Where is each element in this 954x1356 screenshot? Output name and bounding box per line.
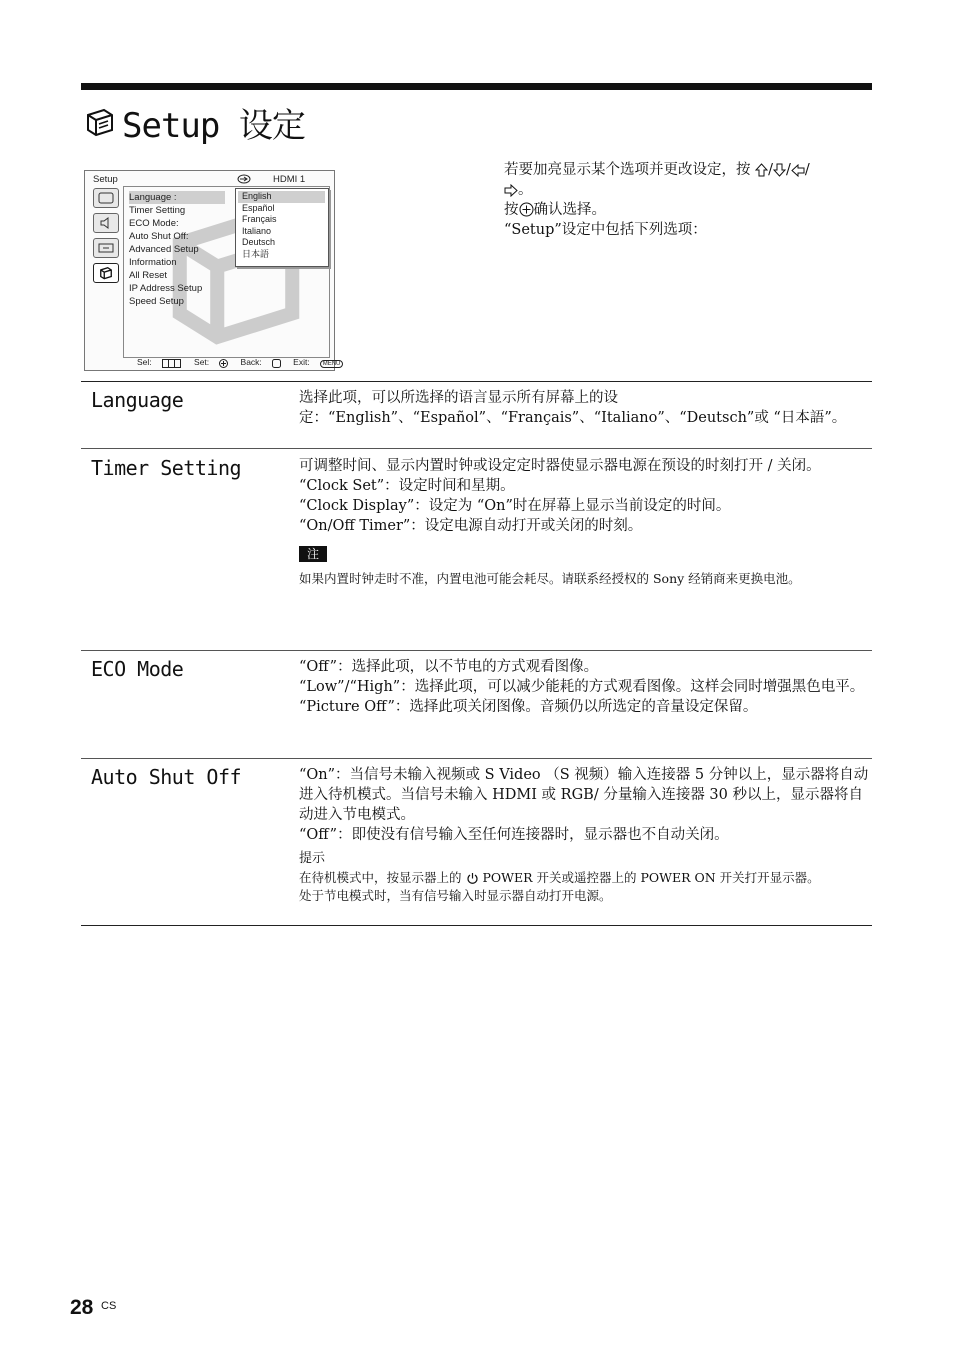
option-francais[interactable]: Français <box>242 214 277 224</box>
divider <box>81 448 872 449</box>
footer-set: Set: <box>194 357 228 367</box>
back-icon <box>272 359 281 368</box>
section-title-eco: ECO Mode <box>91 657 184 681</box>
divider <box>81 925 872 926</box>
menu-item-autoshut[interactable]: Auto Shut Off: <box>129 231 189 242</box>
menu-item-advanced[interactable]: Advanced Setup <box>129 244 199 255</box>
divider <box>81 758 872 759</box>
picture-icon[interactable] <box>93 188 119 208</box>
footer-back: Back: <box>241 357 281 367</box>
page-language-code: CS <box>101 1300 117 1312</box>
osd-title: Setup <box>93 174 118 185</box>
divider <box>81 381 872 382</box>
osd-menu-list <box>129 191 225 308</box>
top-rule <box>81 83 872 90</box>
section-body-eco: “Off”：选择此项，以不节电的方式观看图像。 “Low”/“High”：选择此项，可以减少能耗的方式观看图像。这样会同时增强黑色电平。 “Picture Off”：选择此项关闭图像。音频仍以所选定的音量设定保留。 <box>299 659 865 715</box>
note-text: 如果内置时钟走时不准，内置电池可能会耗尽。请联系经授权的 Sony 经销商来更换电池。 <box>299 571 801 586</box>
option-japanese[interactable]: 日本語 <box>242 248 270 259</box>
menu-key-icon: MENU <box>320 360 344 368</box>
osd-footer <box>137 357 363 368</box>
title-text: Setup 设定 <box>122 105 305 146</box>
footer-exit: Exit: MENU <box>293 357 353 367</box>
arrow-up-icon <box>755 163 768 177</box>
setup-icon[interactable] <box>93 263 119 283</box>
section-body-language: 选择此项，可以所选择的语言显示所有屏幕上的设定：“English”、“Español”、“Français”、“Italiano”、“Deutsch”或 “日本語”。 <box>299 390 847 426</box>
intro-line3: “Setup”设定中包括下列选项： <box>504 222 707 238</box>
menu-item-timer[interactable]: Timer Setting <box>129 205 186 216</box>
osd-sidebar <box>88 186 122 356</box>
option-english[interactable]: English <box>238 191 325 203</box>
divider <box>81 650 872 651</box>
enter-button-icon <box>519 202 534 217</box>
note-badge: 注 <box>299 546 327 562</box>
menu-item-ipaddress[interactable]: IP Address Setup <box>129 283 203 294</box>
menu-item-speed[interactable]: Speed Setup <box>129 296 184 307</box>
enter-icon <box>219 359 228 368</box>
menu-item-allreset[interactable]: All Reset <box>129 270 168 281</box>
sound-icon[interactable] <box>93 213 119 233</box>
option-espanol[interactable]: Español <box>242 202 275 213</box>
arrow-right-icon <box>504 184 518 197</box>
arrow-keys-icon <box>162 359 182 368</box>
osd-setup-screenshot <box>84 170 341 371</box>
section-title-autoshut: Auto Shut Off <box>91 765 242 789</box>
section-title-timer: Timer Setting <box>91 456 242 480</box>
section-title-language: Language <box>91 388 184 412</box>
option-deutsch[interactable]: Deutsch <box>242 237 276 247</box>
arrow-left-icon <box>791 164 805 177</box>
option-italiano[interactable]: Italiano <box>242 225 272 236</box>
input-icon <box>237 174 251 184</box>
section-body-timer: 可调整时间、显示内置时钟或设定定时器使显示器电源在预设的时刻打开 / 关闭。 “Clock Set”：设定时间和星期。 “Clock Display”：设定为 “On”时在屏幕上显示当前设定的时间。 “On/Off Timer”：设定电源自动打开或关闭的时刻。 注 如果内置时钟走时不准，内置电池可能会耗尽。请联系经授权的 Sony 经销商来更换电池。 <box>299 456 874 588</box>
osd-menu-panel <box>123 186 330 358</box>
language-dropdown[interactable] <box>235 188 329 267</box>
menu-item-eco[interactable]: ECO Mode: <box>129 218 179 229</box>
menu-item-language[interactable]: Language : <box>129 191 225 204</box>
page-title <box>84 100 305 144</box>
screen-icon[interactable] <box>93 238 119 258</box>
setup-toolbox-icon <box>84 106 116 138</box>
menu-item-information[interactable]: Information <box>129 257 177 268</box>
page-number: 28 <box>70 1296 94 1319</box>
hint-label: 提示 <box>299 851 326 866</box>
section-body-autoshut: “On”：当信号未输入视频或 S Video （S 视频）输入连接器 5 分钟以上，显示器将自动进入待机模式。当信号未输入 HDMI 或 RGB/ 分量输入连接器 30 秒以上，显示器将自动进入节电模式。 “Off”：即使没有信号输入至任何连接器时，显示器也不自动关闭。 提示 在待机模式中，按显示器上的 POWER 开关或遥控器上的 POWER ON 开关打开显示器。 处于节电模式时，当有信号输入时显示器自动打开电源。 <box>299 765 874 905</box>
intro-text: 若要加亮显示某个选项并更改设定，按 / / / 。 按 确认选择。 “Setup”设定中包括下列选项： <box>504 160 874 240</box>
footer-sel: Sel: <box>137 357 182 367</box>
osd-input-label: HDMI 1 <box>273 174 306 185</box>
arrow-down-icon <box>773 163 786 177</box>
power-icon <box>466 872 479 885</box>
